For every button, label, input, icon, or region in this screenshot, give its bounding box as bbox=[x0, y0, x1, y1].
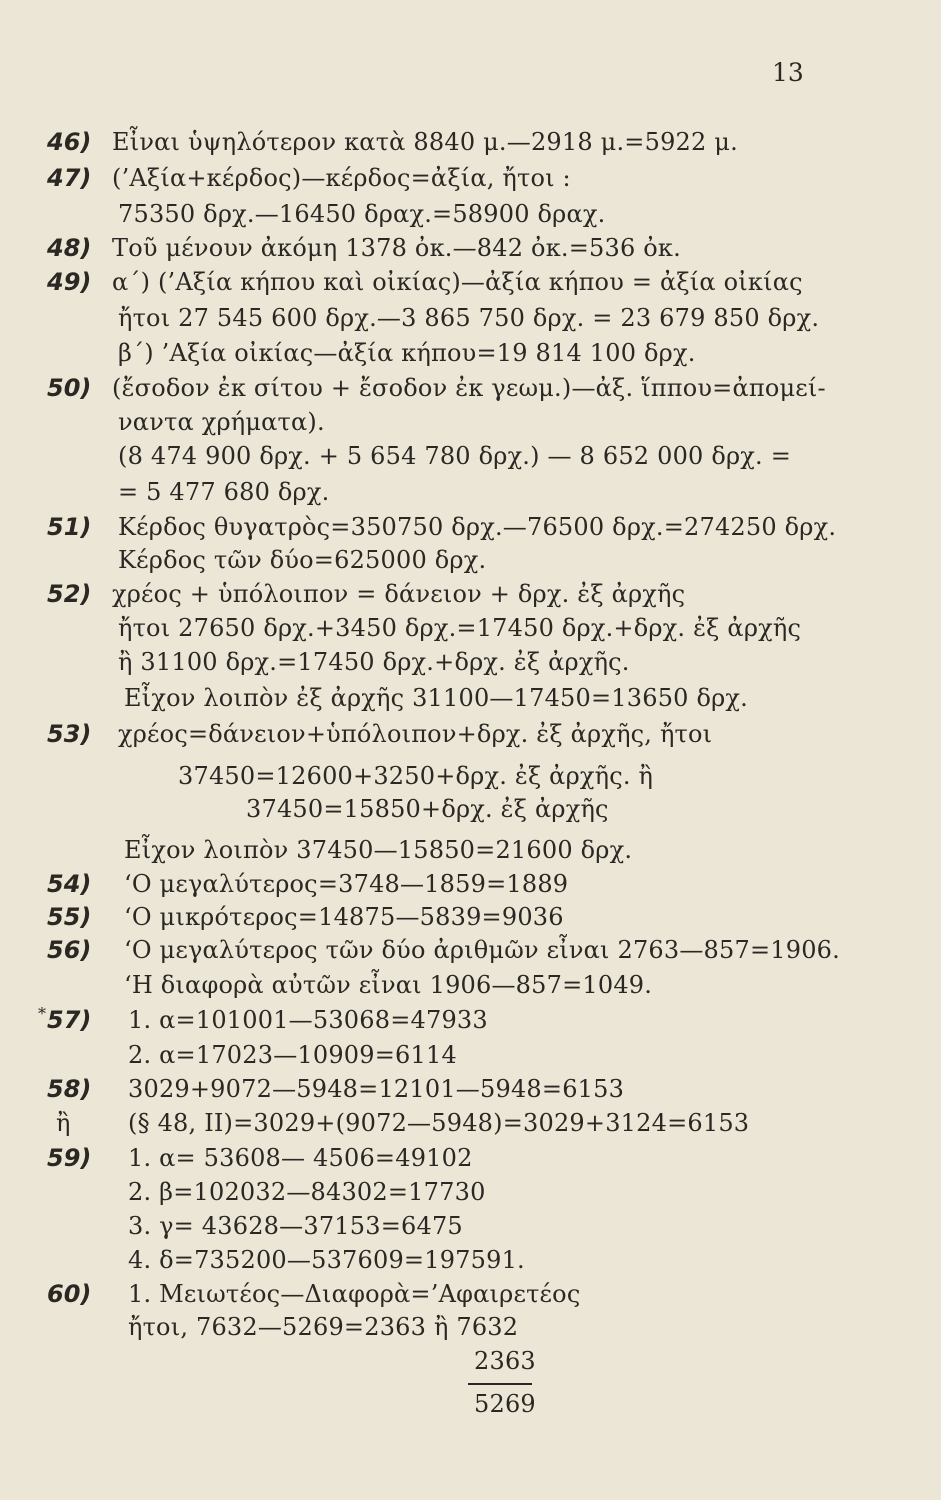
answer-55-line: ‘Ο μικρότερος=14875—5839=9036 bbox=[124, 903, 564, 931]
answer-51-line-1: Κέρδος θυγατρὸς=350750 δρχ.—76500 δρχ.=274250 δρχ. bbox=[118, 513, 837, 541]
answer-59-line-1: 1. α= 53608— 4506=49102 bbox=[128, 1144, 473, 1172]
subtraction-result: 5269 bbox=[474, 1390, 536, 1418]
answer-52-line-2: ἤτοι 27650 δρχ.+3450 δρχ.=17450 δρχ.+δρχ. ἐξ ἀρχῆς bbox=[118, 614, 802, 642]
answer-59-line-2: 2. β=102032—84302=17730 bbox=[128, 1178, 486, 1206]
answer-48-line: Τοῦ μένουν ἀκόμη 1378 ὀκ.—842 ὀκ.=536 ὀκ. bbox=[112, 234, 681, 262]
exercise-number-58: 58) bbox=[47, 1075, 92, 1103]
answer-49-line-3: β΄) ’Αξία οἰκίας—ἀξία κήπου=19 814 100 δρχ. bbox=[118, 339, 696, 367]
answer-53-line-3: 37450=15850+δρχ. ἐξ ἀρχῆς bbox=[246, 795, 609, 823]
answer-58-line-1: 3029+9072—5948=12101—5948=6153 bbox=[128, 1075, 625, 1103]
exercise-number-51: 51) bbox=[47, 513, 92, 541]
answer-51-line-2: Κέρδος τῶν δύο=625000 δρχ. bbox=[118, 546, 487, 574]
answer-52-line-3: ἢ 31100 δρχ.=17450 δρχ.+δρχ. ἐξ ἀρχῆς. bbox=[118, 648, 630, 676]
answer-50-line-2: ναντα χρήματα). bbox=[118, 408, 325, 436]
exercise-number-60: 60) bbox=[47, 1280, 92, 1308]
answer-50-line-3: (8 474 900 δρχ. + 5 654 780 δρχ.) — 8 652 000 δρχ. = bbox=[118, 442, 792, 470]
subtraction-rule bbox=[468, 1383, 532, 1385]
answer-53-line-4: Εἶχον λοιπὸν 37450—15850=21600 δρχ. bbox=[124, 836, 633, 864]
answer-56-line-2: ‘Η διαφορὰ αὐτῶν εἶναι 1906—857=1049. bbox=[124, 971, 653, 999]
answer-47-line-1: (’Αξία+κέρδος)—κέρδος=ἀξία, ἤτοι : bbox=[112, 164, 571, 192]
answer-54-line: ‘Ο μεγαλύτερος=3748—1859=1889 bbox=[124, 870, 569, 898]
answer-60-line-2: ἤτοι, 7632—5269=2363 ἢ 7632 bbox=[128, 1313, 519, 1341]
subtraction-subtrahend: 2363 bbox=[474, 1347, 536, 1375]
exercise-number-59: 59) bbox=[47, 1144, 92, 1172]
exercise-number-48: 48) bbox=[47, 234, 92, 262]
exercise-number-52: 52) bbox=[47, 580, 92, 608]
answer-57-line-2: 2. α=17023—10909=6114 bbox=[128, 1041, 457, 1069]
exercise-number-53: 53) bbox=[47, 720, 92, 748]
answer-49-line-1: α΄) (’Αξία κήπου καὶ οἰκίας)—ἀξία κήπου = ἀξία οἰκίας bbox=[112, 268, 803, 296]
answer-56-line-1: ‘Ο μεγαλύτερος τῶν δύο ἀριθμῶν εἶναι 2763—857=1906. bbox=[124, 936, 840, 964]
exercise-number-49: 49) bbox=[47, 268, 92, 296]
answer-58-line-2: (§ 48, II)=3029+(9072—5948)=3029+3124=6153 bbox=[128, 1109, 750, 1137]
answer-49-line-2: ἤτοι 27 545 600 δρχ.—3 865 750 δρχ. = 23 679 850 δρχ. bbox=[118, 304, 820, 332]
answer-52-line-4: Εἶχον λοιπὸν ἐξ ἀρχῆς 31100—17450=13650 δρχ. bbox=[124, 684, 748, 712]
answer-59-line-4: 4. δ=735200—537609=197591. bbox=[128, 1246, 525, 1274]
answer-46-line: Εἶναι ὑψηλότερον κατὰ 8840 μ.—2918 μ.=5922 μ. bbox=[112, 128, 738, 156]
exercise-number-50: 50) bbox=[47, 374, 92, 402]
page-number: 13 bbox=[772, 58, 804, 87]
answer-59-line-3: 3. γ= 43628—37153=6475 bbox=[128, 1212, 463, 1240]
answer-58-alt-mark: ἢ bbox=[56, 1109, 71, 1137]
answer-50-line-4: = 5 477 680 δρχ. bbox=[118, 478, 330, 506]
exercise-number-46: 46) bbox=[47, 128, 92, 156]
exercise-number-47: 47) bbox=[47, 164, 92, 192]
answer-53-line-2: 37450=12600+3250+δρχ. ἐξ ἀρχῆς. ἢ bbox=[178, 762, 654, 790]
asterisk-mark: * bbox=[38, 1004, 46, 1023]
answer-60-line-1: 1. Μειωτέος—Διαφορὰ=’Αφαιρετέος bbox=[128, 1280, 581, 1308]
answer-57-line-1: 1. α=101001—53068=47933 bbox=[128, 1006, 488, 1034]
exercise-number-56: 56) bbox=[47, 936, 92, 964]
exercise-number-57: 57) bbox=[47, 1006, 92, 1034]
exercise-number-55: 55) bbox=[47, 903, 92, 931]
answer-50-line-1: (ἔσοδον ἐκ σίτου + ἔσοδον ἐκ γεωμ.)—ἀξ. ἵππου=ἀπομεί- bbox=[112, 374, 826, 402]
answer-53-line-1: χρέος=δάνειον+ὑπόλοιπον+δρχ. ἐξ ἀρχῆς, ἤτοι bbox=[118, 720, 713, 748]
answer-52-line-1: χρέος + ὑπόλοιπον = δάνειον + δρχ. ἐξ ἀρχῆς bbox=[112, 580, 686, 608]
answer-47-line-2: 75350 δρχ.—16450 δραχ.=58900 δραχ. bbox=[118, 200, 606, 228]
exercise-number-54: 54) bbox=[47, 870, 92, 898]
